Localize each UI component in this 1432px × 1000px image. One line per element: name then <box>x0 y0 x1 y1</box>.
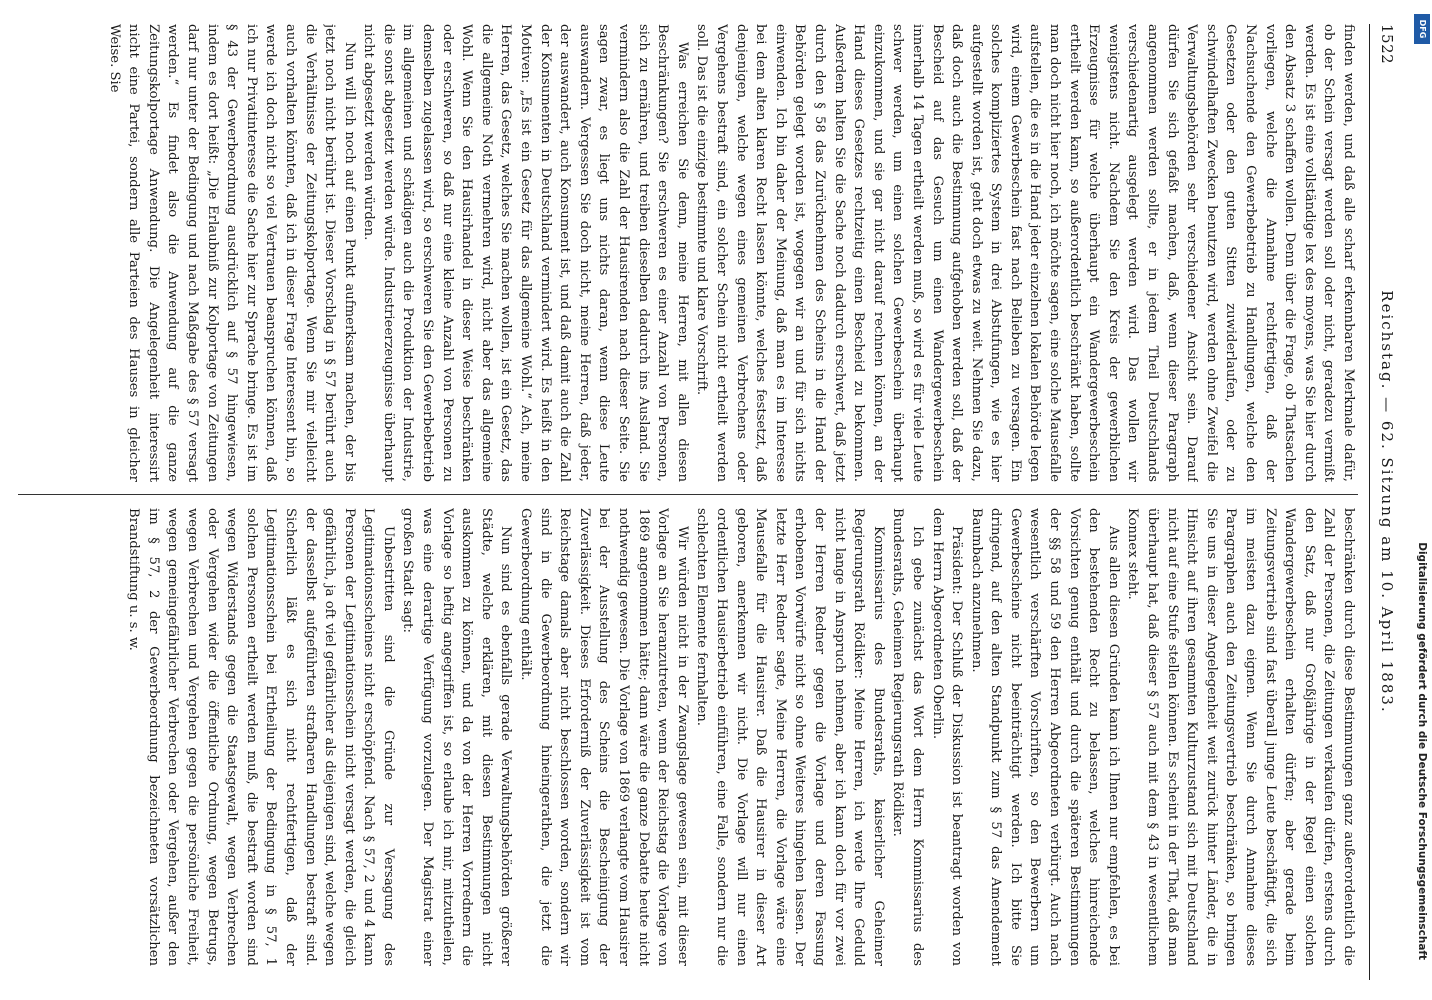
right-paragraph: Nun sind es ebenfalls gerade Verwaltungsbehörden größerer Städte, welche erklären, mit diesen Bestimmungen nicht auskommen zu können, und da von der Herren Vorrednern die Vorlage so heftig angegriffen ist, so erlaube ich mir, mitzutheilen, was eine derartige Verfügung vorzulegen. Der Magistrat einer großen Stadt sagt: <box>400 508 514 966</box>
header-rule <box>1369 24 1370 980</box>
left-paragraph: finden werden, und daß alle scharf erkennbaren Merkmale dafür, ob der Schein versagt werden soll oder nicht, geradezu vermißt werden. Es ist eine vollständige lex des moyens, was Sie hier durch den Absatz 3 schaffen wollen. Denn über die Frage, ob Thatsachen vorliegen, welche die Annahme rechtfertigen, daß der Nachsuchende den Gewerbebetrieb zu Handlungen, welche den Gesetzen oder den guten Sitten zuwiderlaufen, oder zu schwindelhaften Zwecken benutzen wird, werden ohne Zweifel die Verwaltungsbehörden sehr verschiedener Ansicht sein. Darauf dürfen Sie sich gefaßt machen, daß, wenn dieser Paragraph angenommen werden sollte, er in jedem Theil Deutschlands verschiedenartig ausgelegt werden wird. Das wollen wir wenigstens nicht. Nachdem Sie den Kreis der gewerblichen Erzeugnisse für welche überhaupt ein Wandergewerbeschein ertheilt werden kann, so außerordentlich beschränkt haben, sollte man doch nicht hier noch, ich möchte sagen, eine solche Mausefalle aufstellen, die es in die Hand jeder einzelnen lokalen Behörde legen wird, einem Gewerbeschein fast nach Belieben zu versagen. Ein solches kompliziertes System in drei Abstufungen, wie es hier aufgestellt worden ist, geht doch etwas zu weit. Nehmen Sie dazu, daß doch auch die Bestimmung aufgehoben werden soll, daß der Bescheid auf das Gesuch um einen Wandergewerbeschein innerhalb 14 Tagen ertheilt werden muß, so wird es für viele Leute schwer werden, um einen solchen Gewerbeschein überhaupt einzukommen, und sie gar nicht darauf rechnen können, an der Hand dieses Gesetzes rechtzeitig einen Bescheid zu bekommen. Außerdem halten Sie die Sache noch dadurch erschwert, daß jetzt durch den § 58 das Zurücknehmen des Scheins in die Hand der Behörden gelegt worden ist, wogegen wir an und für sich nichts einwenden. Ich bin daher der Meinung, daß man es im Interesse bei dem alten klaren Recht lassen könnte, welches festsetzt, daß denjenigen, welche wegen eines gemeinen Verbrechens oder Vergehens bestraft sind, ein solcher Schein nicht ertheilt werden soll. Das ist die einzige bestimmte und klare Vorschrift. <box>694 24 1356 482</box>
right-column <box>18 508 1358 966</box>
digitization-credit <box>1412 0 1432 1000</box>
right-paragraph: Aus allen diesen Gründen kann ich Ihnen nur empfehlen, es bei den bestehenden Recht zu belassen, welches hinreichende Vorsichten genug enthält und durch die späteren Bestimmungen der §§ 58 und 59 den Herren Abgeordneten verbürgt. Auch nach wesentlich verschärften Vorschriften, so den Bewerbern um Gewerbescheine nicht beeinträchtigt werden. Ich bitte Sie dringend, auf den alten Standpunkt zum § 57 das Amendement Baumbach anzunehmen. <box>968 508 1121 966</box>
left-paragraph: Was erreichen Sie denn, meine Herren, mit allen diesen Beschränkungen? Sie erschweren es einer Anzahl von Personen, sich zu ernähren, und treiben dieselben dadurch ins Ausland. Sie vermindern also die Zahl der Hausirenden nach dieser Seite. Sie sagen zwar, es liegt uns nichts daran, wenn diese Leute auswandern. Vergessen Sie doch nicht, meine Herren, daß jeder, der auswandert, auch Konsument ist, und daß damit auch die Zahl der Konsumenten in Deutschland vermindert wird. Es heißt in den Motiven: „Es ist ein Gesetz für das allgemeine Wohl.“ Ach, meine Herren, das Gesetz, welches Sie machen wollen, ist ein Gesetz, das die allgemeine Noth vermehren wird, nicht aber das allgemeine Wohl. Wenn Sie den Hausirhandel in dieser Weise beschränken oder erschweren, so daß nur eine kleine Anzahl von Personen zu demselben zugelassen wird, so erschweren Sie den Gewerbebetrieb im allgemeinen und schädigen auch die Produktion der Industrie, die sonst abgesetzt werden würde. Industrieerzeugnisse überhaupt nicht abgesetzt werden würden. <box>361 24 690 482</box>
left-paragraph: Nun will ich noch auf einen Punkt aufmerksam machen, der bis jetzt noch nicht berührt ist. Dieser Vorschlag in § 57 berührt auch die Verhältnisse der Zeitungskolportage. Wenn Sie mir vielleicht auch vorhalten könnten, daß ich in dieser Frage Interessent bin, so werde ich doch nicht so viel Vertrauen beanspruchen können, daß ich nur Privatinteresse die Sache hier zur Sprache bringe. Es ist im § 43 der Gewerbeordnung ausdrücklich auf § 57 hingewiesen, indem es dort heißt: „Die Erlaubniß zur Kolportage von Zeitungen darf nur unter der Bedingung und nach Maßgabe des § 57 versagt werden.“ Es findet also die Anwendung auf die ganze Zeitungskolportage Anwendung. Die Angelegenheit interessirt nicht eine Partei, sondern alle Parteien des Hauses in gleicher Weise. Sie <box>106 24 357 482</box>
right-paragraph: beschränken durch diese Bestimmungen ganz außerordentlich die Zahl der Personen, die Zeitungen verkaufen dürfen, erstens durch den Satz, daß nur Großjährige in der Regel einen solchen Wandergewerbeschein erhalten dürfen; aber gerade beim Zeitungsvertrieb sind fast überall junge Leute beschäftigt, die sich im meisten dazu eignen. Wenn Sie durch Annahme dieses Paragraphen auch den Zeitungsvertrieb beschränken, so bringen Sie uns in dieser Angelegenheit weit zurück hinter Länder, die in Hinsicht auf ihren gesammten Kulturzustand sich mit Deutschland nicht auf eine Stufe stellen können. Es scheint in der That, daß man überhaupt hat, daß dieser § 57 auch mit dem § 43 in wesentlichem Konnex steht. <box>1125 508 1356 966</box>
dfg-logo-text: DFG <box>1418 19 1427 39</box>
right-paragraph: Ich gebe zunächst das Wort dem Herrn Kommissarius des Bundesraths, Geheimen Regierungsrath Rödiker. <box>890 508 925 966</box>
running-title: Reichstag. — 62. Sitzung am 10. April 1883. <box>1378 290 1396 714</box>
credit-text: Digitalisierung gefördert durch die Deutsche Forschungsgemeinschaft <box>1416 542 1428 960</box>
right-paragraph: Wir würden nicht in der Zwangslage gewesen sein, mit dieser Vorlage an Sie heranzutreten, wenn der Reichstag die Vorlage von 1869 angenommen hätte; dann wäre die ganze Debatte heute nicht nothwendig gewesen. Die Vorlage von 1869 verlangte vom Hausirer bei der Ausstellung des Scheins die Bescheinigung der Zuverlässigkeit. Dieses Erforderniß der Zuverlässigkeit ist vom Reichstage damals aber nicht beschlossen worden, sondern wir sind in die Gewerbeordnung hineingerathen, die jetzt die Gewerbeordnung enthält. <box>518 508 690 966</box>
president-remark: Präsident: Der Schluß der Diskussion ist beantragt worden von dem Herrn Abgeordneten Oberlin. <box>929 508 965 966</box>
column-divider <box>18 494 1358 495</box>
left-column <box>18 24 1358 482</box>
page-number: 1522 <box>1378 24 1396 65</box>
dfg-logo <box>1414 14 1430 44</box>
commissioner-speech: Kommissarius des Bundesraths, kaiserlicher Geheimer Regierungsrath Rödiker: Meine Herren, ich werde Ihre Geduld nicht lange in Anspruch nehmen, aber ich kann doch für vor zwei der Herren Redner gegen die Vorlage und deren Fassung erhobenen Vorwürfe nicht so ohne Weiteres hingehen lassen. Der letzte Herr Redner sagte, Meine Herren, die Vorlage wäre eine Mausefalle für die Hausirer. Daß die Hausirer in dieser Art geboren, anerkennen wir nicht. Die Vorlage will nur einen ordentlichen Hausierbetrieb einführen, eine Falle, sondern nur die schlechten Elemente fernhalten. <box>694 508 886 966</box>
page-header <box>1370 24 1396 980</box>
quoted-paragraph: Unbestritten sind die Gründe zur Versagung des Legitimationsscheines nicht erschöpfend. Nach § 57, 2 und 4 kann Personen der Legitimationsschein nicht versagt werden, die gleich gefährlich, ja oft viel gefährlicher als diejenigen sind, welche wegen der dasselbst aufgeführten strafbaren Handlungen bestraft sind. Sicherlich läßt es sich nicht rechtfertigen, daß der Legitimationsschein bei Ertheilung der Bedingung in § 57, 1 solchen Personen ertheilt werden muß, die bestraft worden sind wegen Widerstands gegen die Staatsgewalt, wegen Verbrechen oder Vergehen wider die öffentliche Ordnung, wegen Betrugs, wegen Verbrechen und Vergehen gegen die persönliche Freiheit, wegen gemeingefährlicher Verbrechen oder Vergehen, außer den im § 57, 2 der Gewerbeordnung bezeichneten vorsätzlichen Brandstiftung u. s. w. <box>126 508 396 966</box>
